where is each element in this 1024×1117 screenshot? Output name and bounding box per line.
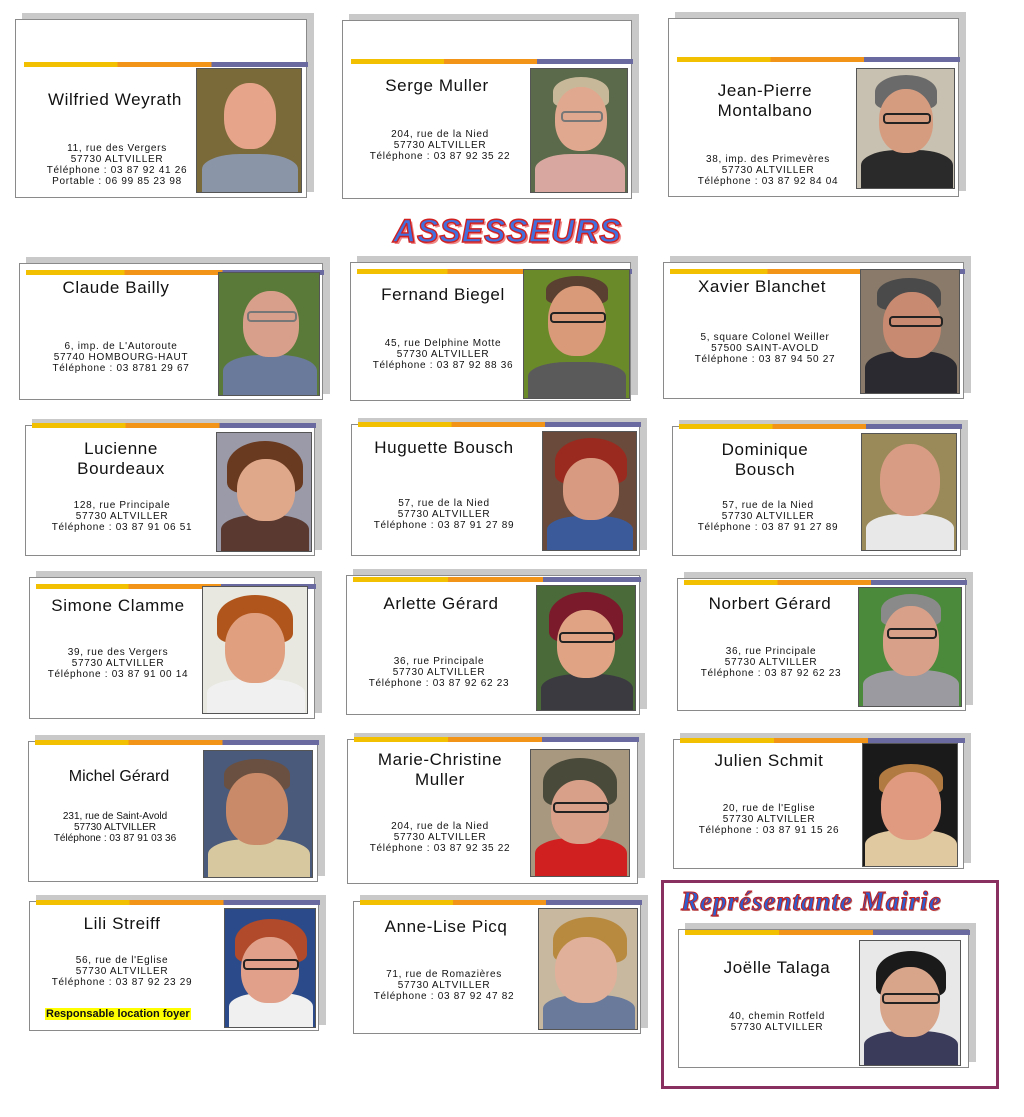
member-address: 57, rue de la Nied 57730 ALTVILLER Téléphone : 03 87 91 27 89 <box>697 500 839 533</box>
card-assesseur <box>25 425 315 556</box>
member-photo <box>218 272 320 396</box>
member-name: Michel Gérard <box>68 768 170 785</box>
card-assesseur <box>351 424 640 556</box>
card-vice-president <box>342 20 632 199</box>
member-photo <box>538 908 638 1030</box>
member-address: 38, imp. des Primevères 57730 ALTVILLER Téléphone : 03 87 92 84 04 <box>697 154 839 187</box>
member-address: 128, rue Principale 57730 ALTVILLER Téléphone : 03 87 91 06 51 <box>51 500 193 533</box>
card-assesseur <box>29 901 319 1031</box>
member-address: 36, rue Principale 57730 ALTVILLER Téléphone : 03 87 92 62 23 <box>368 656 510 689</box>
member-name: Serge Muller <box>385 76 489 95</box>
card-mairie <box>678 929 969 1068</box>
card-assesseur <box>677 578 966 711</box>
card-assesseur <box>663 262 964 399</box>
card-president <box>15 19 307 198</box>
member-photo <box>530 749 630 877</box>
member-name: Claude Bailly <box>62 278 170 297</box>
member-address: 57, rue de la Nied 57730 ALTVILLER Téléphone : 03 87 91 27 89 <box>373 498 515 531</box>
member-name: Arlette Gérard <box>383 594 499 613</box>
heading-representante-mairie: Représentante Mairie <box>681 886 942 916</box>
member-name: Simone Clamme <box>51 596 185 615</box>
member-name: Fernand Biegel <box>381 285 505 304</box>
member-name: Marie-Christine Muller <box>377 750 503 789</box>
member-photo <box>859 940 961 1066</box>
member-photo <box>861 433 957 551</box>
card-assesseur <box>346 575 640 715</box>
member-name: Huguette Bousch <box>374 438 514 457</box>
member-address: 56, rue de l'Eglise 57730 ALTVILLER Téléphone : 03 87 92 23 29 <box>51 955 193 988</box>
member-name: Dominique Bousch <box>721 440 809 479</box>
member-address: 40, chemin Rotfeld 57730 ALTVILLER <box>729 1011 825 1033</box>
heading-assesseurs: ASSESSEURS <box>393 213 622 249</box>
member-name: Lucienne Bourdeaux <box>77 439 165 478</box>
member-address: 231, rue de Saint-Avold 57730 ALTVILLER Téléphone : 03 87 91 03 36 <box>53 811 177 844</box>
card-assesseur <box>28 741 318 882</box>
card-tresorier <box>668 18 959 197</box>
member-photo <box>203 750 313 878</box>
member-photo <box>530 68 628 193</box>
member-address: 11, rue des Vergers 57730 ALTVILLER Téléphone : 03 87 92 41 26 Portable : 06 99 85 23 98 <box>46 143 188 187</box>
card-assesseur <box>19 263 323 400</box>
member-address: 39, rue des Vergers 57730 ALTVILLER Téléphone : 03 87 91 00 14 <box>47 647 189 680</box>
member-name: Jean-Pierre Montalbano <box>717 81 813 120</box>
member-photo <box>224 908 316 1028</box>
member-photo <box>202 586 308 714</box>
member-photo <box>858 587 962 707</box>
card-assesseur <box>353 901 641 1034</box>
member-name: Norbert Gérard <box>708 594 832 613</box>
member-photo <box>862 743 958 867</box>
member-address: 36, rue Principale 57730 ALTVILLER Téléphone : 03 87 92 62 23 <box>700 646 842 679</box>
member-photo <box>216 432 312 552</box>
member-address: 5, square Colonel Weiller 57500 SAINT-AVOLD Téléphone : 03 87 94 50 27 <box>694 332 836 365</box>
member-address: 45, rue Delphine Motte 57730 ALTVILLER Téléphone : 03 87 92 88 36 <box>372 338 514 371</box>
member-name: Xavier Blanchet <box>697 277 827 296</box>
card-assesseur <box>29 577 315 719</box>
member-photo <box>196 68 302 193</box>
member-name: Julien Schmit <box>714 751 824 770</box>
member-photo <box>856 68 955 189</box>
card-assesseur <box>673 739 964 869</box>
member-address: 204, rue de la Nied 57730 ALTVILLER Téléphone : 03 87 92 35 22 <box>369 129 511 162</box>
member-photo <box>542 431 637 551</box>
member-photo <box>523 269 630 399</box>
role-note-highlight: Responsable location foyer <box>46 1008 190 1020</box>
member-name: Joëlle Talaga <box>723 958 831 977</box>
member-name: Anne-Lise Picq <box>384 917 508 936</box>
member-address: 6, imp. de L'Autoroute 57740 HOMBOURG-HAUT Téléphone : 03 8781 29 67 <box>52 341 190 374</box>
member-name: Wilfried Weyrath <box>48 90 182 109</box>
card-assesseur <box>672 426 961 556</box>
card-assesseur <box>347 739 638 884</box>
member-photo <box>860 269 960 394</box>
member-address: 71, rue de Romazières 57730 ALTVILLER Téléphone : 03 87 92 47 82 <box>373 969 515 1002</box>
card-assesseur <box>350 262 631 401</box>
member-address: 20, rue de l'Eglise 57730 ALTVILLER Téléphone : 03 87 91 15 26 <box>698 803 840 836</box>
member-address: 204, rue de la Nied 57730 ALTVILLER Téléphone : 03 87 92 35 22 <box>369 821 511 854</box>
member-name: Lili Streiff <box>83 914 161 933</box>
member-photo <box>536 585 636 711</box>
